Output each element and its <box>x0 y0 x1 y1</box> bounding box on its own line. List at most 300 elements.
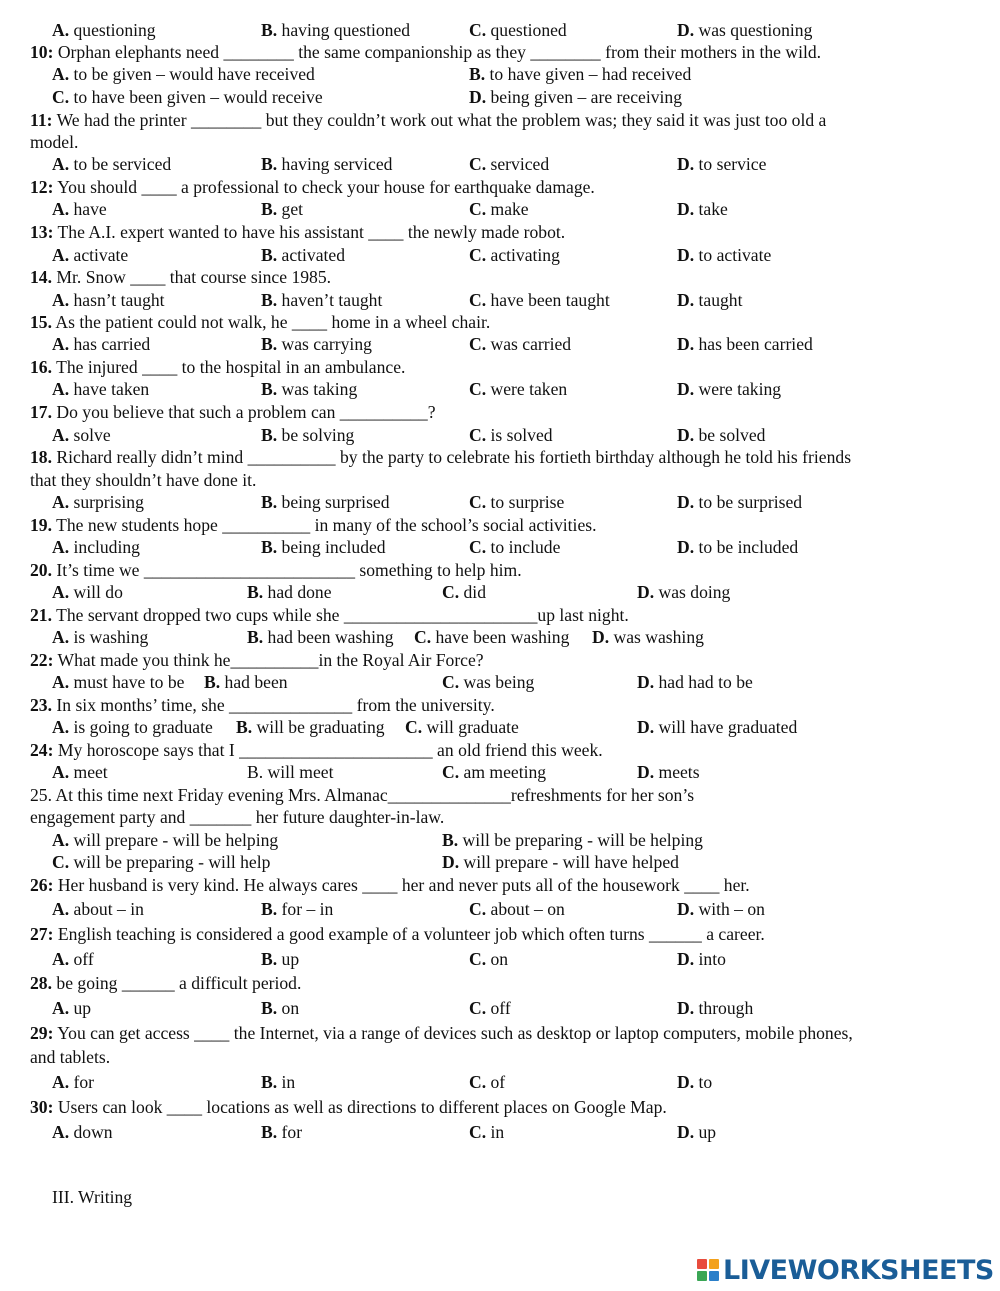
question-text <box>30 41 821 63</box>
item-text: activated <box>277 245 346 265</box>
item-label: A. <box>52 1122 70 1142</box>
item-text: questioned <box>486 20 567 40</box>
answer-option <box>637 581 730 603</box>
item-label: A. <box>52 64 70 84</box>
answer-option <box>677 997 753 1019</box>
item-label: A. <box>52 379 70 399</box>
item-label: C. <box>442 762 460 782</box>
item-text: The injured ____ to the hospital in an ambulance. <box>52 357 406 377</box>
answer-option <box>469 997 511 1019</box>
item-text: It’s time we ________________________ something to help him. <box>52 560 522 580</box>
item-text: of <box>486 1072 506 1092</box>
item-text: is washing <box>69 627 149 647</box>
item-label: D. <box>677 334 695 354</box>
item-text: will have graduated <box>654 717 798 737</box>
item-label: C. <box>52 87 70 107</box>
item-label: D. <box>677 379 695 399</box>
item-label: A. <box>52 537 70 557</box>
item-text: being included <box>277 537 386 557</box>
answer-option <box>261 898 333 920</box>
item-text: did <box>459 582 486 602</box>
item-label: C. <box>405 717 423 737</box>
item-text: We had the printer ________ but they couldn’t work out what the problem was; they said it was just too old a <box>52 110 827 130</box>
answer-option <box>469 289 610 311</box>
item-label: A. <box>52 245 70 265</box>
item-label: B. <box>261 1122 278 1142</box>
item-text: What made you think he__________in the Royal Air Force? <box>53 650 484 670</box>
item-text: in <box>486 1122 505 1142</box>
item-label: B. <box>261 379 278 399</box>
item-text: Her husband is very kind. He always cares ____ her and never puts all of the housework ____ her. <box>53 875 750 895</box>
answer-option <box>247 761 334 783</box>
item-text: Orphan elephants need ________ the same companionship as they ________ from their mothers in the wild. <box>53 42 822 62</box>
item-label: B. <box>261 998 278 1018</box>
answer-option <box>414 626 569 648</box>
item-label: 12: <box>30 177 54 197</box>
item-text: have been washing <box>431 627 570 647</box>
item-text: B. will meet <box>247 762 334 782</box>
item-text: have <box>69 199 107 219</box>
item-label: 27: <box>30 924 54 944</box>
answer-option <box>52 898 144 920</box>
answer-option <box>52 153 171 175</box>
item-text: You should ____ a professional to check your house for earthquake damage. <box>53 177 595 197</box>
item-label: 16. <box>30 357 52 377</box>
item-label: 17. <box>30 402 52 422</box>
item-label: D. <box>677 492 695 512</box>
item-label: D. <box>677 199 695 219</box>
item-label: 10: <box>30 42 54 62</box>
item-label: D. <box>677 1072 695 1092</box>
item-label: C. <box>469 1122 487 1142</box>
answer-option <box>469 424 553 446</box>
item-label: C. <box>469 899 487 919</box>
item-text: for <box>277 1122 303 1142</box>
answer-option <box>52 1186 132 1208</box>
item-text: up <box>69 998 92 1018</box>
answer-option <box>52 948 94 970</box>
item-label: D. <box>469 87 487 107</box>
answer-option <box>637 761 700 783</box>
item-label: D. <box>677 154 695 174</box>
answer-option <box>677 153 766 175</box>
item-label: C. <box>469 1072 487 1092</box>
item-text: must have to be <box>69 672 185 692</box>
item-label: B. <box>261 425 278 445</box>
answer-option <box>52 581 123 603</box>
item-label: A. <box>52 949 70 969</box>
item-text: be solving <box>277 425 355 445</box>
item-text: including <box>69 537 140 557</box>
answer-option <box>52 198 107 220</box>
answer-option <box>52 63 315 85</box>
item-label: D. <box>677 245 695 265</box>
answer-option <box>677 333 813 355</box>
question-text <box>30 1046 110 1068</box>
item-label: 15. <box>30 312 52 332</box>
item-text: You can get access ____ the Internet, via a range of devices such as desktop or laptop computers, mobile phones, <box>53 1023 853 1043</box>
item-text: had had to be <box>654 672 753 692</box>
item-text: have taken <box>69 379 150 399</box>
item-label: B. <box>261 1072 278 1092</box>
item-label: C. <box>52 852 70 872</box>
item-label: A. <box>52 830 70 850</box>
answer-option <box>261 19 410 41</box>
item-text: was carrying <box>277 334 372 354</box>
item-label: D. <box>677 20 695 40</box>
item-label: 20. <box>30 560 52 580</box>
item-text: will be preparing - will help <box>69 852 271 872</box>
answer-option <box>261 1071 295 1093</box>
answer-option <box>261 333 372 355</box>
answer-option <box>52 333 150 355</box>
item-text: had done <box>263 582 332 602</box>
question-text <box>30 446 851 468</box>
answer-option <box>469 378 567 400</box>
item-text: was washing <box>609 627 704 647</box>
answer-option <box>469 198 529 220</box>
item-text: was being <box>459 672 535 692</box>
question-text <box>30 221 565 243</box>
item-text: to service <box>694 154 767 174</box>
answer-option <box>261 153 392 175</box>
item-label: D. <box>677 537 695 557</box>
answer-option <box>52 716 213 738</box>
item-label: 26: <box>30 875 54 895</box>
answer-option <box>261 997 299 1019</box>
answer-option <box>469 19 567 41</box>
answer-option <box>52 424 111 446</box>
item-text: The servant dropped two cups while she ______________________up last night. <box>52 605 629 625</box>
item-label: B. <box>247 582 264 602</box>
item-text: up <box>694 1122 717 1142</box>
item-text: on <box>277 998 300 1018</box>
answer-option <box>677 898 765 920</box>
item-label: B. <box>236 717 253 737</box>
answer-option <box>442 671 534 693</box>
item-label: D. <box>677 949 695 969</box>
item-text: taught <box>694 290 743 310</box>
question-text <box>30 806 444 828</box>
item-text: model. <box>30 132 79 152</box>
item-text: being given – are receiving <box>486 87 683 107</box>
item-text: into <box>694 949 726 969</box>
item-label: B. <box>261 245 278 265</box>
item-text: will be graduating <box>252 717 385 737</box>
item-label: C. <box>469 537 487 557</box>
item-text: in <box>277 1072 296 1092</box>
answer-option <box>52 289 165 311</box>
item-label: B. <box>261 20 278 40</box>
answer-option <box>469 86 682 108</box>
answer-option <box>261 244 345 266</box>
answer-option <box>52 86 323 108</box>
answer-option <box>469 153 549 175</box>
answer-option <box>52 626 148 648</box>
answer-option <box>469 948 508 970</box>
answer-option <box>637 671 753 693</box>
item-text: get <box>277 199 304 219</box>
item-label: D. <box>677 998 695 1018</box>
item-text: III. Writing <box>52 1187 133 1207</box>
answer-option <box>469 898 565 920</box>
answer-option <box>261 289 382 311</box>
item-text: to <box>694 1072 713 1092</box>
item-text: up <box>277 949 300 969</box>
question-text <box>30 131 78 153</box>
item-label: C. <box>469 334 487 354</box>
answer-option <box>52 1121 113 1143</box>
logo-block <box>697 1259 707 1269</box>
answer-option <box>469 63 691 85</box>
item-text: being surprised <box>277 492 390 512</box>
item-text: meet <box>69 762 108 782</box>
question-text <box>30 266 331 288</box>
item-label: B. <box>442 830 459 850</box>
question-text <box>30 176 595 198</box>
item-label: D. <box>677 1122 695 1142</box>
item-text: were taking <box>694 379 782 399</box>
item-text: have been taught <box>486 290 610 310</box>
item-text: to activate <box>694 245 772 265</box>
item-label: A. <box>52 154 70 174</box>
item-label: B. <box>261 537 278 557</box>
item-label: 28. <box>30 973 52 993</box>
answer-option <box>677 198 728 220</box>
answer-option <box>52 378 149 400</box>
answer-option <box>637 716 797 738</box>
item-text: off <box>69 949 94 969</box>
item-text: was questioning <box>694 20 813 40</box>
item-text: was carried <box>486 334 572 354</box>
item-text: serviced <box>486 154 550 174</box>
item-label: D. <box>637 717 655 737</box>
item-text: on <box>486 949 509 969</box>
item-label: B. <box>261 492 278 512</box>
liveworksheets-logo <box>697 1253 994 1287</box>
item-label: 14. <box>30 267 52 287</box>
item-text: am meeting <box>459 762 547 782</box>
answer-option <box>52 671 184 693</box>
question-text <box>30 874 750 896</box>
item-text: take <box>694 199 728 219</box>
answer-option <box>677 536 798 558</box>
item-label: C. <box>469 290 487 310</box>
item-text: Richard really didn’t mind __________ by the party to celebrate his fortieth birthday although he told his friends <box>52 447 852 467</box>
question-text <box>30 972 301 994</box>
item-label: D. <box>677 290 695 310</box>
item-label: C. <box>414 627 432 647</box>
answer-option <box>677 1071 712 1093</box>
item-label: 29: <box>30 1023 54 1043</box>
answer-option <box>677 424 765 446</box>
item-text: English teaching is considered a good example of a volunteer job which often turns ______ a career. <box>53 924 765 944</box>
answer-option <box>52 761 108 783</box>
item-text: hasn’t taught <box>69 290 165 310</box>
answer-option <box>469 1121 504 1143</box>
answer-option <box>247 626 394 648</box>
question-text <box>30 649 484 671</box>
item-text: to be serviced <box>69 154 172 174</box>
item-text: will prepare - will have helped <box>459 852 679 872</box>
item-label: A. <box>52 199 70 219</box>
item-text: will do <box>69 582 123 602</box>
item-text: make <box>486 199 529 219</box>
question-text <box>30 1022 853 1044</box>
item-label: A. <box>52 672 70 692</box>
question-text <box>30 109 826 131</box>
answer-option <box>677 19 812 41</box>
item-text: about – in <box>69 899 144 919</box>
logo-mark-icon <box>697 1259 719 1281</box>
question-text <box>30 739 603 761</box>
item-text: had been <box>220 672 288 692</box>
item-text: be solved <box>694 425 766 445</box>
item-text: for – in <box>277 899 334 919</box>
item-text: be going ______ a difficult period. <box>52 973 302 993</box>
item-label: 23. <box>30 695 52 715</box>
answer-option <box>52 19 156 41</box>
item-label: C. <box>469 245 487 265</box>
item-label: C. <box>469 425 487 445</box>
item-label: A. <box>52 582 70 602</box>
answer-option <box>52 829 278 851</box>
answer-option <box>677 491 802 513</box>
answer-option <box>261 1121 302 1143</box>
item-text: meets <box>654 762 700 782</box>
item-text: surprising <box>69 492 144 512</box>
item-text: about – on <box>486 899 565 919</box>
answer-option <box>677 378 781 400</box>
item-label: B. <box>261 334 278 354</box>
question-text <box>30 784 694 806</box>
item-label: C. <box>469 949 487 969</box>
item-label: 19. <box>30 515 52 535</box>
question-text <box>30 401 436 423</box>
item-text: having questioned <box>277 20 411 40</box>
item-text: having serviced <box>277 154 393 174</box>
answer-option <box>52 491 144 513</box>
item-text: will graduate <box>422 717 519 737</box>
item-label: A. <box>52 1072 70 1092</box>
item-text: engagement party and _______ her future daughter-in-law. <box>30 807 445 827</box>
question-text <box>30 559 522 581</box>
item-text: solve <box>69 425 111 445</box>
item-text: will prepare - will be helping <box>69 830 279 850</box>
answer-option <box>52 536 140 558</box>
item-label: 21. <box>30 605 52 625</box>
answer-option <box>677 289 742 311</box>
item-label: C. <box>469 154 487 174</box>
question-text <box>30 469 256 491</box>
answer-option <box>261 948 299 970</box>
item-text: has been carried <box>694 334 813 354</box>
item-text: down <box>69 1122 113 1142</box>
item-label: A. <box>52 627 70 647</box>
question-text <box>30 356 405 378</box>
item-label: A. <box>52 334 70 354</box>
item-text: to be given – would have received <box>69 64 315 84</box>
item-text: The A.I. expert wanted to have his assistant ____ the newly made robot. <box>53 222 566 242</box>
item-label: C. <box>469 379 487 399</box>
item-label: D. <box>442 852 460 872</box>
item-label: D. <box>592 627 610 647</box>
item-label: A. <box>52 899 70 919</box>
item-text: off <box>486 998 511 1018</box>
item-label: B. <box>261 949 278 969</box>
item-text: activate <box>69 245 129 265</box>
answer-option <box>469 1071 505 1093</box>
question-text <box>30 1096 667 1118</box>
answer-option <box>677 948 726 970</box>
item-text: to include <box>486 537 561 557</box>
answer-option <box>261 536 386 558</box>
item-label: A. <box>52 762 70 782</box>
answer-option <box>442 581 486 603</box>
item-label: C. <box>469 492 487 512</box>
answer-option <box>261 198 303 220</box>
item-text: 25. At this time next Friday evening Mrs. Almanac______________refreshments for her son’s <box>30 785 695 805</box>
answer-option <box>261 378 357 400</box>
item-label: A. <box>52 998 70 1018</box>
item-text: to be surprised <box>694 492 803 512</box>
item-text: was doing <box>654 582 731 602</box>
item-label: A. <box>52 492 70 512</box>
item-text: Users can look ____ locations as well as directions to different places on Google Map. <box>53 1097 667 1117</box>
item-label: C. <box>442 672 460 692</box>
item-text: to have been given – would receive <box>69 87 323 107</box>
answer-option <box>52 851 270 873</box>
item-text: Do you believe that such a problem can __________? <box>52 402 436 422</box>
answer-option <box>592 626 704 648</box>
logo-block <box>709 1259 719 1269</box>
answer-option <box>236 716 385 738</box>
answer-option <box>677 244 771 266</box>
item-text: to have given – had received <box>485 64 692 84</box>
answer-option <box>261 491 390 513</box>
item-label: 24: <box>30 740 54 760</box>
item-label: D. <box>637 672 655 692</box>
item-text: has carried <box>69 334 151 354</box>
question-text <box>30 923 765 945</box>
item-text: with – on <box>694 899 765 919</box>
item-text: will be preparing - will be helping <box>458 830 703 850</box>
answer-option <box>469 333 571 355</box>
item-label: B. <box>261 290 278 310</box>
question-text <box>30 694 495 716</box>
answer-option <box>52 244 128 266</box>
item-text: Mr. Snow ____ that course since 1985. <box>52 267 332 287</box>
answer-option <box>469 536 560 558</box>
item-text: for <box>69 1072 95 1092</box>
item-label: B. <box>204 672 221 692</box>
item-text: was taking <box>277 379 358 399</box>
answer-option <box>52 997 91 1019</box>
item-label: D. <box>637 582 655 602</box>
item-text: activating <box>486 245 560 265</box>
question-text <box>30 514 597 536</box>
item-text: and tablets. <box>30 1047 111 1067</box>
item-text: through <box>694 998 754 1018</box>
item-text: that they shouldn’t have done it. <box>30 470 257 490</box>
item-label: 13: <box>30 222 54 242</box>
answer-option <box>442 829 703 851</box>
item-label: D. <box>677 425 695 445</box>
item-label: B. <box>469 64 486 84</box>
item-text: In six months’ time, she ______________ from the university. <box>52 695 495 715</box>
logo-block <box>709 1271 719 1281</box>
answer-option <box>469 244 560 266</box>
